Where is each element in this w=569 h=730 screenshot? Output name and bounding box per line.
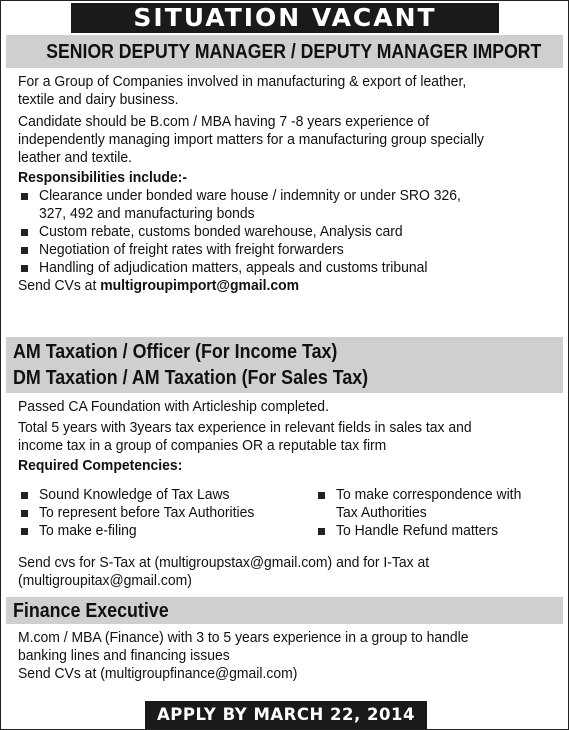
section3-title: Finance Executive <box>13 599 169 622</box>
send-cv-line: (multigroupitax@gmail.com) <box>18 572 192 589</box>
square-bullet-icon <box>21 247 28 254</box>
list-item: To represent before Tax Authorities <box>18 504 288 522</box>
competencies-left <box>18 486 288 540</box>
section2-title: DM Taxation / AM Taxation (For Sales Tax) <box>13 366 369 389</box>
candidate-line: independently managing import matters for a manufacturing group specially <box>18 131 485 148</box>
intro-line: textile and dairy business. <box>18 91 179 108</box>
intro-line: For a Group of Companies involved in manufacturing & export of leather, <box>18 73 467 90</box>
competencies-heading: Required Competencies: <box>18 457 183 474</box>
section2-body <box>18 398 558 475</box>
square-bullet-icon <box>21 510 28 517</box>
list-item: Negotiation of freight rates with freight forwarders <box>18 241 558 259</box>
requirement-line: banking lines and financing issues <box>18 647 230 664</box>
section2-send <box>18 554 558 590</box>
square-bullet-icon <box>318 492 325 499</box>
banner-title: SITUATION VACANT <box>71 3 499 33</box>
section2-title: AM Taxation / Officer (For Income Tax) <box>13 340 338 363</box>
list-item: Clearance under bonded ware house / indemnity or under SRO 326, 327, 492 and manufacturing bonds <box>18 187 558 223</box>
send-cv-line: Send CVs at multigroupimport@gmail.com <box>18 277 300 294</box>
square-bullet-icon <box>318 528 325 535</box>
list-item: To Handle Refund matters <box>315 522 560 540</box>
section3-body <box>18 629 558 683</box>
square-bullet-icon <box>21 265 28 272</box>
responsibilities-heading: Responsibilities include:- <box>18 169 187 186</box>
email-link[interactable]: multigroupfinance@gmail.com <box>104 665 293 682</box>
email-link[interactable]: multigroupimport@gmail.com <box>100 277 300 294</box>
square-bullet-icon <box>21 229 28 236</box>
section3-title-bar <box>6 597 563 624</box>
section1-title: SENIOR DEPUTY MANAGER / DEPUTY MANAGER IMPORT <box>46 40 542 63</box>
list-item: Handling of adjudication matters, appeals and customs tribunal <box>18 259 558 277</box>
experience-line: Total 5 years with 3years tax experience in relevant fields in sales tax and <box>18 419 472 436</box>
section2-title-bar <box>6 337 563 393</box>
requirement-line: M.com / MBA (Finance) with 3 to 5 years experience in a group to handle <box>18 629 469 646</box>
competencies-right <box>315 486 560 540</box>
section1-body <box>18 73 558 295</box>
section1-title-bar <box>6 35 563 68</box>
experience-line: income tax in a group of companies OR a reputable tax firm <box>18 437 387 454</box>
list-item: To make correspondence with Tax Authorities <box>315 486 560 522</box>
square-bullet-icon <box>21 193 28 200</box>
list-item: Sound Knowledge of Tax Laws <box>18 486 288 504</box>
square-bullet-icon <box>21 528 28 535</box>
list-item: Custom rebate, customs bonded warehouse, Analysis card <box>18 223 558 241</box>
candidate-line: leather and textile. <box>18 149 132 166</box>
square-bullet-icon <box>21 492 28 499</box>
send-cv-line: Send CVs at (multigroupfinance@gmail.com) <box>18 665 298 682</box>
candidate-line: Candidate should be B.com / MBA having 7 -8 years experience of <box>18 113 429 130</box>
qualification-line: Passed CA Foundation with Articleship completed. <box>18 398 329 415</box>
apply-deadline: APPLY BY MARCH 22, 2014 <box>145 701 427 729</box>
list-item: To make e-filing <box>18 522 288 540</box>
send-cv-line: Send cvs for S-Tax at (multigroupstax@gmail.com) and for I-Tax at <box>18 554 430 571</box>
